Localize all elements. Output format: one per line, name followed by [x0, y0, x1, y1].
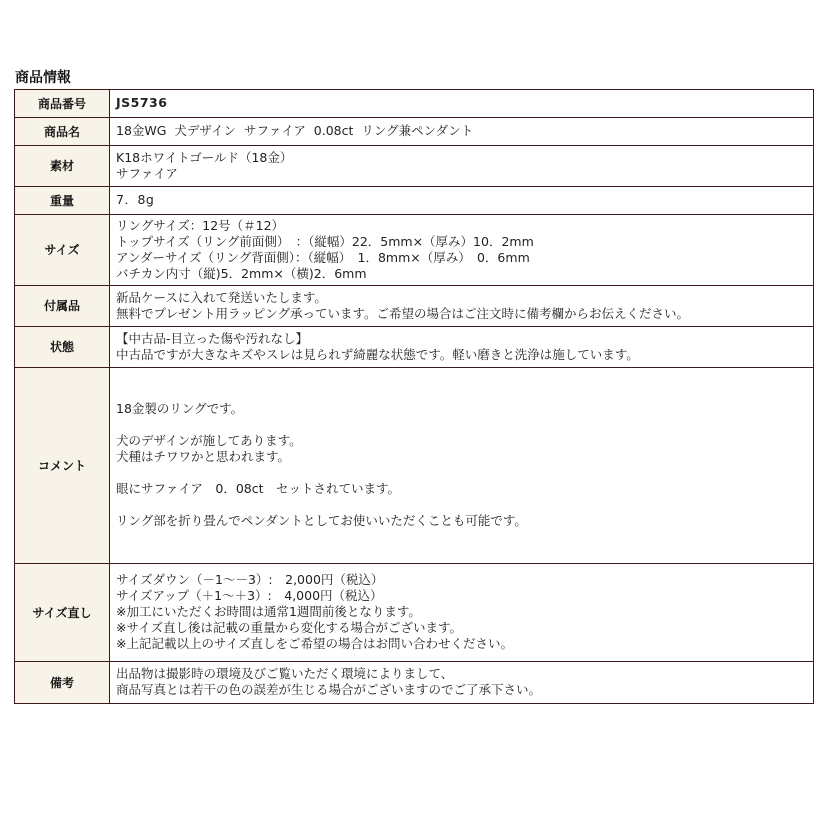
row-resizing [15, 564, 814, 662]
product-info-table [14, 89, 814, 704]
row-material [15, 146, 814, 187]
value-size [110, 215, 814, 286]
value-comment [110, 368, 814, 564]
comment-line: リング部を折り畳んでペンダントとしてお使いいただくことも可能です。 [116, 513, 527, 528]
label-size: サイズ [15, 215, 110, 286]
comment-blank-line [116, 417, 807, 433]
value-accessories [110, 286, 814, 327]
comment-line: 犬種はチワワかと思われます。 [116, 449, 291, 464]
row-product-name [15, 118, 814, 146]
label-resizing: サイズ直し [15, 564, 110, 662]
row-size [15, 215, 814, 286]
value-material [110, 146, 814, 187]
value-weight [110, 187, 814, 215]
comment-line: 眼にサファイア 0．08ct セットされています。 [116, 481, 401, 496]
remarks-line: 商品写真とは若干の色の誤差が生じる場合がございますのでご了承下さい。 [116, 682, 542, 697]
product-number-text: JS5736 [116, 95, 168, 110]
material-line: サファイア [116, 165, 178, 181]
size-line: アンダーサイズ（リング背面側）：（縦幅） 1．8mm×（厚み） 0．6mm [116, 249, 530, 265]
value-product-number [110, 90, 814, 118]
resizing-line: ※上記記載以上のサイズ直しをご希望の場合はお問い合わせください。 [116, 636, 513, 651]
label-weight: 重量 [15, 187, 110, 215]
label-product-number: 商品番号 [15, 90, 110, 118]
row-remarks [15, 662, 814, 704]
condition-line: 【中古品-目立った傷や汚れなし】 [116, 330, 309, 346]
resizing-line: サイズダウン（－1～－3）: 2,000円（税込） [116, 572, 384, 587]
accessories-line: 新品ケースに入れて発送いたします。 [116, 289, 327, 305]
resizing-line: ※加工にいただくお時間は通常1週間前後となります。 [116, 604, 421, 619]
value-product-name [110, 118, 814, 146]
value-remarks [110, 662, 814, 704]
size-line: トップサイズ（リング前面側） ：（縦幅）22．5mm×（厚み）10．2mm [116, 233, 534, 249]
resizing-line: サイズアップ（＋1～＋3）: 4,000円（税込） [116, 588, 383, 603]
material-line: K18ホワイトゴールド（18金） [116, 149, 293, 165]
accessories-line: 無料でプレゼント用ラッピング承っています。ご希望の場合はご注文時に備考欄からお伝えください。 [116, 305, 690, 321]
comment-blank-line [116, 465, 807, 481]
product-name-text: 18金WG 犬デザイン サファイア 0.08ct リング兼ペンダント [116, 123, 474, 138]
row-comment [15, 368, 814, 564]
label-condition: 状態 [15, 327, 110, 368]
label-comment: コメント [15, 368, 110, 564]
label-remarks: 備考 [15, 662, 110, 704]
size-line: バチカン内寸（縦)5．2mm×（横)2．6mm [116, 265, 367, 281]
row-product-number [15, 90, 814, 118]
row-weight [15, 187, 814, 215]
condition-line: 中古品ですが大きなキズやスレは見られず綺麗な状態です。軽い磨きと洗浄は施しています。 [116, 346, 639, 362]
size-line: リングサイズ：12号（＃12） [116, 217, 285, 233]
resizing-line: ※サイズ直し後は記載の重量から変化する場合がございます。 [116, 620, 462, 635]
value-condition [110, 327, 814, 368]
label-accessories: 付属品 [15, 286, 110, 327]
weight-text: 7．8g [116, 192, 155, 207]
row-condition [15, 327, 814, 368]
remarks-line: 出品物は撮影時の環境及びご覧いただく環境によりまして、 [116, 666, 454, 681]
label-product-name: 商品名 [15, 118, 110, 146]
comment-blank-line [116, 497, 807, 513]
value-resizing [110, 564, 814, 662]
label-material: 素材 [15, 146, 110, 187]
comment-line: 犬のデザインが施してあります。 [116, 433, 302, 448]
section-title: 商品情報 [15, 70, 71, 86]
comment-line: 18金製のリングです。 [116, 401, 244, 416]
row-accessories [15, 286, 814, 327]
